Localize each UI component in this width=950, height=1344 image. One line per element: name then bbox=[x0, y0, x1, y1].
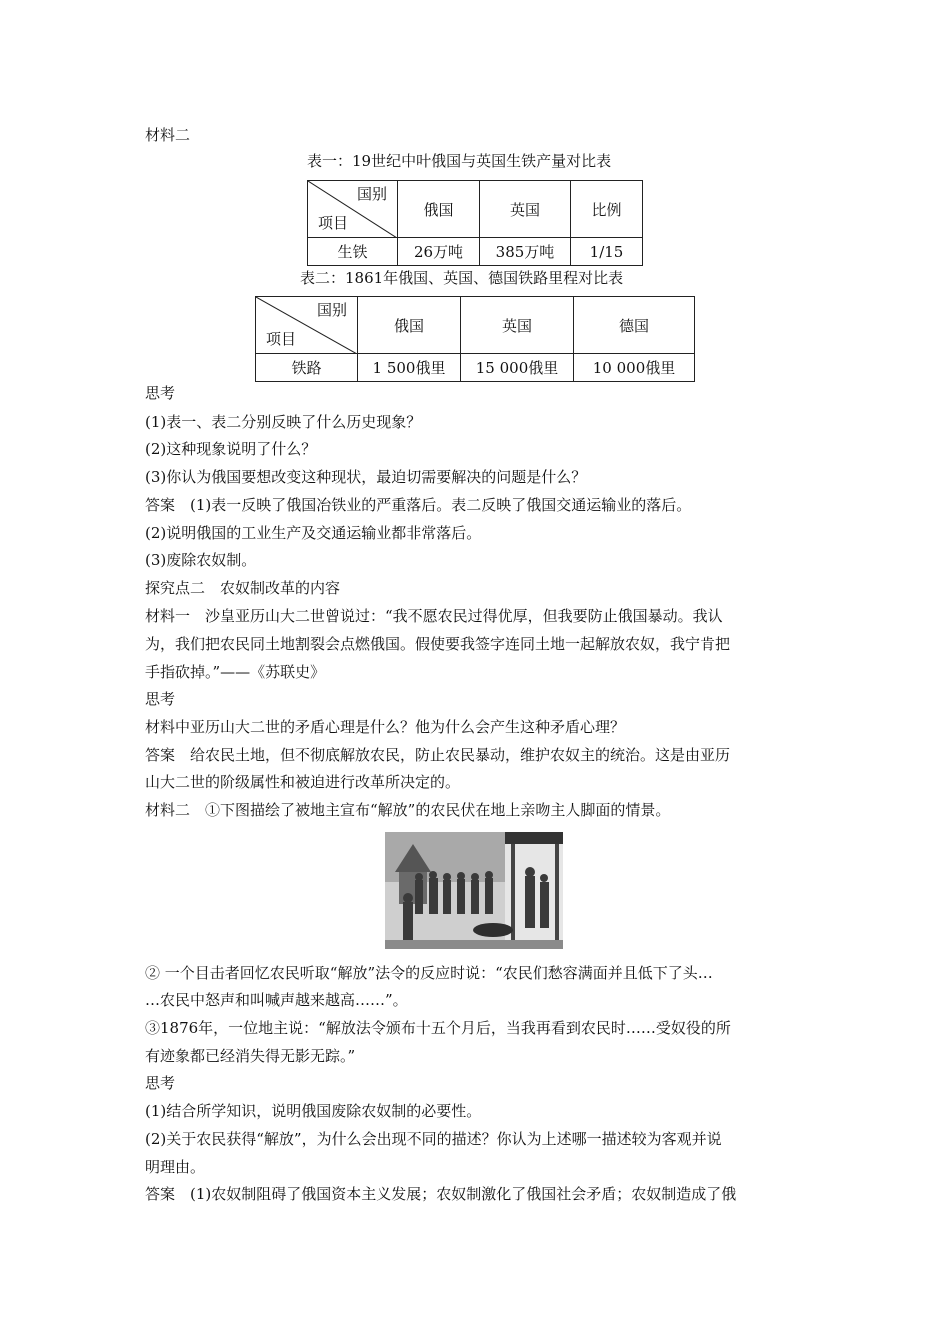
text-line: 材料一 沙皇亚历山大二世曾说过：“我不愿农民过得优厚，但我要防止俄国暴动。我认 bbox=[145, 607, 723, 625]
text-line: (3)你认为俄国要想改变这种现状，最迫切需要解决的问题是什么？ bbox=[145, 468, 587, 486]
engraving-illustration bbox=[385, 832, 563, 949]
table2-caption: 表二：1861年俄国、英国、德国铁路里程对比表 bbox=[300, 269, 624, 287]
text-line: …农民中怒声和叫喊声越来越高……”。 bbox=[145, 991, 408, 1009]
text-line: (1)表一、表二分别反映了什么历史现象？ bbox=[145, 413, 422, 431]
text-line: ③1876年，一位地主说：“解放法令颁布十五个月后，当我再看到农民时……受奴役的所 bbox=[145, 1019, 731, 1037]
table2-header-cell: 俄国 bbox=[358, 297, 461, 354]
text-line: 材料中亚历山大二世的矛盾心理是什么？他为什么会产生这种矛盾心理？ bbox=[145, 718, 626, 736]
table2-corner-top: 国别 bbox=[316, 301, 347, 319]
table1-header-cell: 比例 bbox=[571, 181, 643, 238]
table2-row-label: 铁路 bbox=[256, 354, 358, 382]
table1-corner-top: 国别 bbox=[356, 185, 387, 203]
table2 bbox=[255, 296, 695, 382]
table1-corner-bottom: 项目 bbox=[318, 214, 349, 232]
table1 bbox=[307, 180, 643, 266]
text-line: 思考 bbox=[145, 384, 176, 402]
text-line: 山大二世的阶级属性和被迫进行改革所决定的。 bbox=[145, 773, 461, 791]
text-line: (2)关于农民获得“解放”，为什么会出现不同的描述？你认为上述哪一描述较为客观并说 bbox=[145, 1130, 722, 1148]
table2-cell: 10 000俄里 bbox=[574, 354, 695, 382]
table1-row-label: 生铁 bbox=[308, 238, 398, 266]
text-line: (3)废除农奴制。 bbox=[145, 551, 257, 569]
table2-cell: 15 000俄里 bbox=[461, 354, 574, 382]
material2-title: 材料二 bbox=[145, 126, 191, 144]
text-line: (1)结合所学知识，说明俄国废除农奴制的必要性。 bbox=[145, 1102, 482, 1120]
text-line: 探究点二 农奴制改革的内容 bbox=[145, 579, 341, 597]
text-line: 思考 bbox=[145, 690, 176, 708]
text-line: (2)这种现象说明了什么？ bbox=[145, 440, 317, 458]
table1-cell: 26万吨 bbox=[398, 238, 480, 266]
text-line: 有迹象都已经消失得无影无踪。” bbox=[145, 1047, 356, 1065]
text-line: 为，我们把农民同土地割裂会点燃俄国。假使要我签字连同土地一起解放农奴，我宁肯把 bbox=[145, 635, 731, 653]
text-line: 思考 bbox=[145, 1074, 176, 1092]
table1-cell: 1/15 bbox=[571, 238, 643, 266]
table2-corner-bottom: 项目 bbox=[266, 330, 297, 348]
text-line: 答案 (1)表一反映了俄国冶铁业的严重落后。表二反映了俄国交通运输业的落后。 bbox=[145, 496, 692, 514]
text-line: 材料二 ①下图描绘了被地主宣布“解放”的农民伏在地上亲吻主人脚面的情景。 bbox=[145, 801, 671, 819]
text-line: 答案 (1)农奴制阻碍了俄国资本主义发展；农奴制激化了俄国社会矛盾；农奴制造成了俄 bbox=[145, 1185, 737, 1203]
table1-cell: 385万吨 bbox=[480, 238, 571, 266]
table2-header-cell: 德国 bbox=[574, 297, 695, 354]
table2-corner-cell bbox=[256, 297, 358, 354]
text-line: ② 一个目击者回忆农民听取“解放”法令的反应时说：“农民们愁容满面并且低下了头… bbox=[145, 964, 713, 982]
table1-corner-cell bbox=[308, 181, 398, 238]
text-line: 明理由。 bbox=[145, 1158, 206, 1176]
text-line: 答案 给农民土地，但不彻底解放农民，防止农民暴动，维护农奴主的统治。这是由亚历 bbox=[145, 746, 731, 764]
table1-caption: 表一：19世纪中叶俄国与英国生铁产量对比表 bbox=[307, 152, 612, 170]
table1-header-cell: 俄国 bbox=[398, 181, 480, 238]
text-line: 手指砍掉。”——《苏联史》 bbox=[145, 663, 326, 681]
table2-header-cell: 英国 bbox=[461, 297, 574, 354]
table2-cell: 1 500俄里 bbox=[358, 354, 461, 382]
table1-header-cell: 英国 bbox=[480, 181, 571, 238]
text-line: (2)说明俄国的工业生产及交通运输业都非常落后。 bbox=[145, 524, 482, 542]
